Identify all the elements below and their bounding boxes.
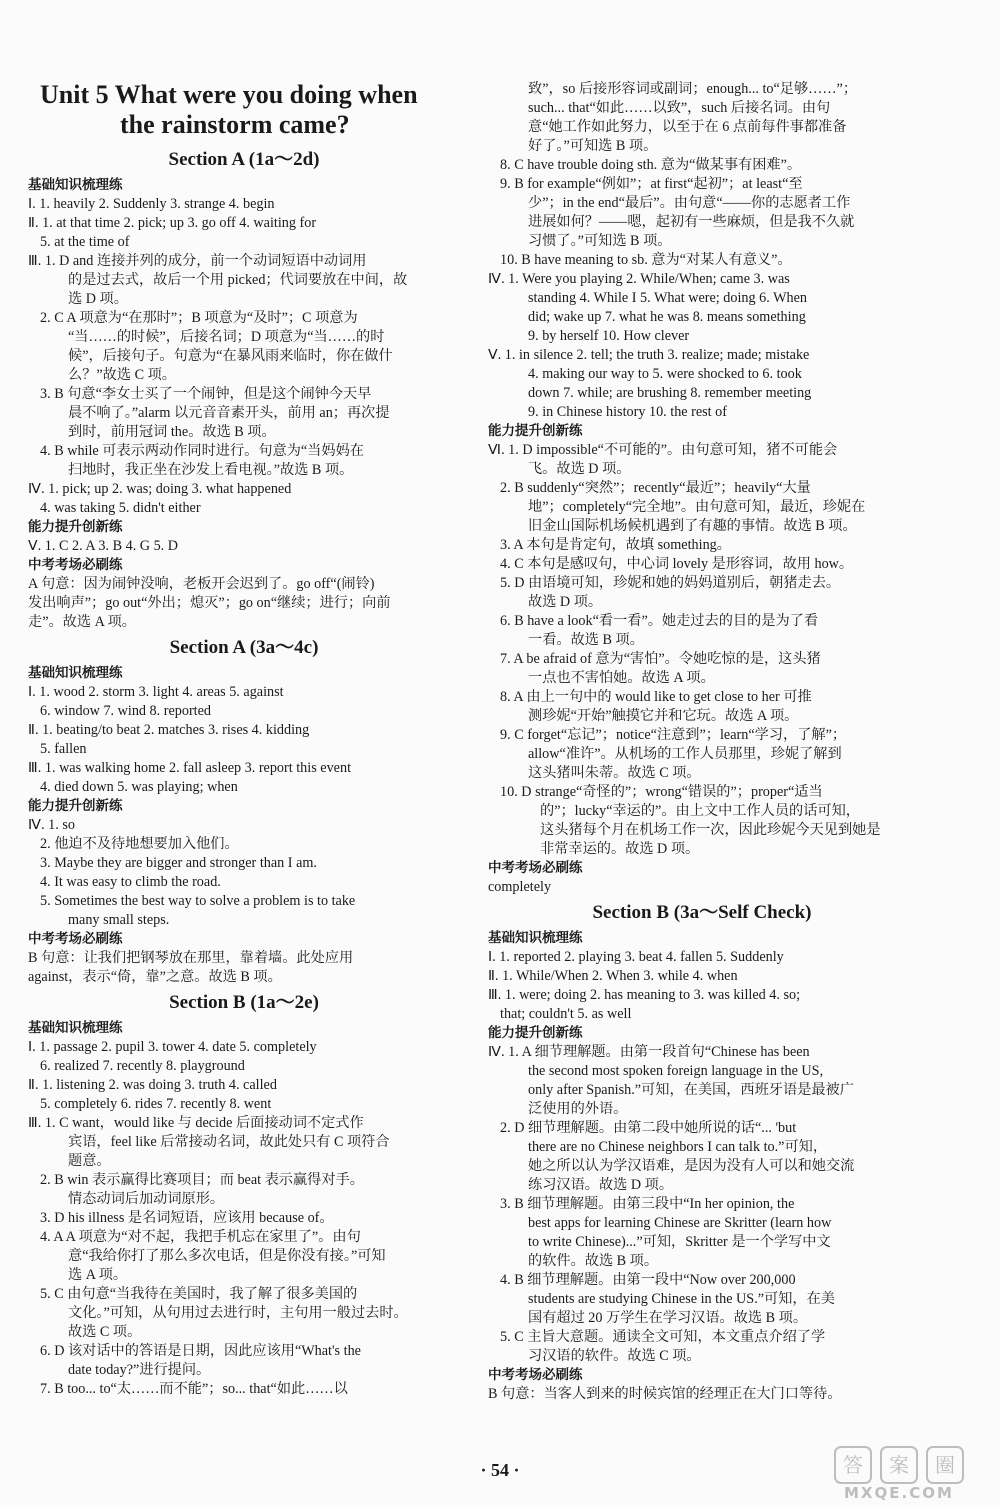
answer-line: 5. C 由句意“当我待在美国时，我了解了很多美国的 (40, 1286, 358, 1302)
answer-line: Ⅰ. 1. passage 2. pupil 3. tower 4. date 5. completely (28, 1039, 317, 1055)
answer-line: did; wake up 7. what he was 8. means something (528, 309, 806, 325)
answer-line: to write Chinese)...”可知，Skritter 是一个学写中文 (528, 1234, 831, 1250)
answer-line: 习汉语的软件。故选 C 项。 (528, 1348, 701, 1364)
answer-line: 10. D strange“奇怪的”；wrong“错误的”；proper“适当 (500, 784, 823, 800)
answer-line: 4. C 本句是感叹句，中心词 lovely 是形容词，故用 how。 (500, 556, 854, 572)
answer-line: against，表示“倚，靠”之意。故选 B 项。 (28, 969, 282, 985)
answer-line: 宾语，feel like 后常接动名词，故此处只有 C 项符合 (68, 1134, 390, 1150)
answer-line: only after Spanish.”可知，在美国，西班牙语是最被广 (528, 1082, 854, 1098)
answer-line: 非常幸运的。故选 D 项。 (540, 841, 700, 857)
answer-line: best apps for learning Chinese are Skritter (learn how (528, 1215, 832, 1231)
answer-line: A 句意：因为闹钟没响，老板开会迟到了。go off“(闹铃) (28, 576, 375, 592)
answer-line: 2. C A 项意为“在那时”；B 项意为“及时”；C 项意为 (40, 310, 358, 326)
answer-line: “当……的时候”，后接名词；D 项意为“当……的时 (68, 329, 385, 345)
answer-line: 她之所以认为学汉语难，是因为没有人可以和她交流 (528, 1158, 855, 1174)
answer-line: 6. B have a look“看一看”。她走过去的目的是为了看 (500, 613, 819, 629)
answer-line: that; couldn't 5. as well (500, 1006, 632, 1022)
answer-line: 5. completely 6. rides 7. recently 8. went (40, 1096, 272, 1112)
answer-line: 的软件。故选 B 项。 (528, 1253, 659, 1269)
answer-line: 2. 他迫不及待地想要加入他们。 (40, 836, 239, 852)
answer-line: students are studying Chinese in the US.”可知，在美 (528, 1291, 835, 1307)
answer-line: 走”。故选 A 项。 (28, 614, 136, 630)
answer-line: 5. fallen (40, 741, 87, 757)
answer-line: 故选 C 项。 (68, 1324, 142, 1340)
answer-line: Ⅰ. 1. wood 2. storm 3. light 4. areas 5. against (28, 684, 284, 700)
answer-line: 9. by herself 10. How clever (528, 328, 690, 344)
answer-line: Ⅲ. 1. D and 连接并列的成分，前一个动词短语中动词用 (28, 253, 367, 269)
answer-line: allow“准许”。从机场的工作人员那里，珍妮了解到 (528, 746, 842, 762)
answer-line: 7. B too... to“太……而不能”；so... that“如此……以 (40, 1381, 348, 1397)
answer-line: 4. B 细节理解题。由第一段中“Now over 200,000 (500, 1272, 796, 1288)
answer-line: 4. A A 项意为“对不起，我把手机忘在家里了”。由句 (40, 1229, 361, 1245)
answer-line: 2. D 细节理解题。由第二段中她所说的话“... 'but (500, 1120, 797, 1136)
answer-line: 6. window 7. wind 8. reported (40, 703, 212, 719)
answer-line: 8. C have trouble doing sth. 意为“做某事有困难”。 (500, 157, 802, 173)
answer-line: 选 A 项。 (68, 1267, 128, 1283)
watermark-site: MXQE.COM (844, 1484, 954, 1502)
answer-line: 4. making our way to 5. were shocked to 6. took (528, 366, 802, 382)
answer-line: 3. D his illness 是名词短语，应该用 because of。 (40, 1210, 334, 1226)
answer-line: 故选 D 项。 (528, 594, 603, 610)
answer-line: 4. was taking 5. didn't either (40, 500, 201, 516)
answer-line: there are no Chinese neighbors I can talk to.”可知， (528, 1139, 828, 1155)
answer-line: 意“我给你打了那么多次电话，但是你没有接。”可知 (68, 1248, 386, 1264)
subsection-heading: 基础知识梳理练 (28, 177, 123, 193)
answer-line: 的是过去式，故后一个用 picked；代词要放在中间，故 (68, 272, 408, 288)
answer-line: 文化。”可知，从句用过去进行时，主句用一般过去时。 (68, 1305, 408, 1321)
answer-line: Ⅳ. 1. so (28, 817, 75, 833)
answer-line: 9. in Chinese history 10. the rest of (528, 404, 727, 420)
subsection-heading: 能力提升创新练 (488, 1025, 583, 1041)
answer-line: Ⅰ. 1. reported 2. playing 3. beat 4. fallen 5. Suddenly (488, 949, 784, 965)
answer-line: 旧金山国际机场候机遇到了有趣的事情。故选 B 项。 (528, 518, 857, 534)
answer-line: 一看。故选 B 项。 (528, 632, 644, 648)
answer-line: 的”；lucky“幸运的”。由上文中工作人员的话可知， (540, 803, 860, 819)
answer-line: 泛使用的外语。 (528, 1101, 628, 1117)
answer-line: Ⅲ. 1. C want，would like 与 decide 后面接动词不定式作 (28, 1115, 364, 1131)
answer-line: 习惯了。”可知选 B 项。 (528, 233, 672, 249)
answer-line: 这头猪叫朱蒂。故选 C 项。 (528, 765, 701, 781)
answer-line: 7. A be afraid of 意为“害怕”。令她吃惊的是，这头猪 (500, 651, 821, 667)
answer-line: 5. Sometimes the best way to solve a problem is to take (40, 893, 356, 909)
answer-line: 5. D 由语境可知，珍妮和她的妈妈道别后，朝猪走去。 (500, 575, 841, 591)
unit-title (40, 80, 460, 140)
answer-line: 情态动词后加动词原形。 (68, 1191, 225, 1207)
answer-line: 么？”故选 C 项。 (68, 367, 176, 383)
answer-line: 3. B 细节理解题。由第三段中“In her opinion, the (500, 1196, 795, 1212)
answer-line: 4. B while 可表示两动作同时进行。句意为“当妈妈在 (40, 443, 364, 459)
answer-line: 候”，后接句子。句意为“在暴风雨来临时，你在做什 (68, 348, 393, 364)
answer-line: 2. B suddenly“突然”；recently“最近”；heavily“大量 (500, 480, 811, 496)
answer-line: 国有超过 20 万学生在学习汉语。故选 B 项。 (528, 1310, 808, 1326)
answer-line: 6. D 该对话中的答语是日期，因此应该用“What's the (40, 1343, 361, 1359)
answer-line: 扫地时，我正坐在沙发上看电视。”故选 B 项。 (68, 462, 354, 478)
answer-line: 8. A 由上一句中的 would like to get close to her 可推 (500, 689, 812, 705)
unit-title-line1: Unit 5 What were you doing when (40, 80, 418, 109)
unit-title-line2: the rainstorm came? (120, 110, 350, 139)
answer-line: 4. died down 5. was playing; when (40, 779, 238, 795)
answer-line: 发出响声”；go out“外出；熄灭”；go on“继续；进行；向前 (28, 595, 391, 611)
answer-line: Ⅱ. 1. at that time 2. pick; up 3. go off 4. waiting for (28, 215, 317, 231)
answer-line: B 句意：当客人到来的时候宾馆的经理正在大门口等待。 (488, 1386, 842, 1402)
answer-line: 9. B for example“例如”；at first“起初”；at least“至 (500, 176, 803, 192)
answer-line: many small steps. (68, 912, 170, 928)
answer-line: 9. C forget“忘记”；notice“注意到”；learn“学习，了解”； (500, 727, 847, 743)
answer-line: 选 D 项。 (68, 291, 128, 307)
subsection-heading: 能力提升创新练 (488, 423, 583, 439)
answer-line: Ⅳ. 1. A 细节理解题。由第一段首句“Chinese has been (488, 1044, 810, 1060)
subsection-heading: 基础知识梳理练 (28, 665, 123, 681)
answer-line: 一点也不害怕她。故选 A 项。 (528, 670, 715, 686)
subsection-heading: 基础知识梳理练 (28, 1020, 123, 1036)
section-heading: Section B (3a～Self Check) (592, 902, 812, 923)
watermark-box-3: 圈 (926, 1446, 964, 1484)
answer-line: 练习汉语。故选 D 项。 (528, 1177, 674, 1193)
answer-line: 地”；completely“完全地”。由句意可知，最近，珍妮在 (528, 499, 866, 515)
answer-line: Ⅴ. 1. C 2. A 3. B 4. G 5. D (28, 538, 179, 554)
answer-line: 10. B have meaning to sb. 意为“对某人有意义”。 (500, 252, 792, 268)
answer-line: B 句意：让我们把钢琴放在那里，靠着墙。此处应用 (28, 950, 354, 966)
answer-line: 好了。”可知选 B 项。 (528, 138, 658, 154)
answer-line: 少”；in the end“最后”。由句意“——你的志愿者工作 (528, 195, 851, 211)
answer-line: Ⅲ. 1. was walking home 2. fall asleep 3. report this event (28, 760, 352, 776)
answer-line: 这头猪每个月在机场工作一次，因此珍妮今天见到她是 (540, 822, 881, 838)
answer-line: 3. B 句意“李女士买了一个闹钟，但是这个闹钟今天早 (40, 386, 372, 402)
answer-line: 晨不响了。”alarm 以元音音素开头，前用 an；再次提 (68, 405, 390, 421)
subsection-heading: 中考考场必刷练 (28, 931, 123, 947)
answer-line: Ⅱ. 1. While/When 2. When 3. while 4. when (488, 968, 738, 984)
answer-line: 致”，so 后接形容词或副词；enough... to“足够……”； (528, 81, 858, 97)
answer-line: 2. B win 表示赢得比赛项目；而 beat 表示赢得对手。 (40, 1172, 364, 1188)
answer-line: 4. It was easy to climb the road. (40, 874, 221, 890)
section-heading: Section A (1a～2d) (168, 149, 320, 170)
answer-line: Ⅳ. 1. pick; up 2. was; doing 3. what happened (28, 481, 292, 497)
answer-line: date today?”进行提问。 (68, 1362, 211, 1378)
right-column (488, 80, 916, 1404)
answer-line: down 7. while; are brushing 8. remember meeting (528, 385, 812, 401)
subsection-heading: 能力提升创新练 (28, 519, 123, 535)
answer-line: Ⅱ. 1. listening 2. was doing 3. truth 4. called (28, 1077, 277, 1093)
answer-line: the second most spoken foreign language in the US, (528, 1063, 824, 1079)
answer-line: 5. at the time of (40, 234, 130, 250)
answer-line: Ⅳ. 1. Were you playing 2. While/When; came 3. was (488, 271, 790, 287)
answer-line: Ⅱ. 1. beating/to beat 2. matches 3. rises 4. kidding (28, 722, 310, 738)
subsection-heading: 中考考场必刷练 (488, 1367, 583, 1383)
answer-line: standing 4. While I 5. What were; doing 6. When (528, 290, 807, 306)
answer-line: 5. C 主旨大意题。通读全文可知，本文重点介绍了学 (500, 1329, 826, 1345)
subsection-heading: 能力提升创新练 (28, 798, 123, 814)
answer-line: 6. realized 7. recently 8. playground (40, 1058, 245, 1074)
answer-line: 题意。 (68, 1153, 111, 1169)
watermark-box-1: 答 (834, 1446, 872, 1484)
answer-line: 意“她工作如此努力，以至于在 6 点前每件事都准备 (528, 119, 847, 135)
answer-line: Ⅰ. 1. heavily 2. Suddenly 3. strange 4. begin (28, 196, 275, 212)
answer-line: 3. A 本句是肯定句，故填 something。 (500, 537, 731, 553)
answer-line: such... that“如此……以致”，such 后接名词。由句 (528, 100, 831, 116)
answer-line: 飞。故选 D 项。 (528, 461, 631, 477)
subsection-heading: 中考考场必刷练 (28, 557, 123, 573)
answer-line: 进展如何？——嗯，起初有一些麻烦，但是我不久就 (528, 214, 855, 230)
answer-line: 到时，前用冠词 the。故选 B 项。 (68, 424, 276, 440)
page-number: · 54 · (480, 1460, 520, 1480)
subsection-heading: 中考考场必刷练 (488, 860, 583, 876)
section-heading: Section A (3a～4c) (169, 637, 319, 658)
section-heading: Section B (1a～2e) (169, 992, 319, 1013)
answer-line: Ⅵ. 1. D impossible“不可能的”。由句意可知，猪不可能会 (488, 442, 838, 458)
left-column (28, 144, 460, 1399)
answer-line: 测珍妮“开始”触摸它并和它玩。故选 A 项。 (528, 708, 799, 724)
answer-line: Ⅲ. 1. were; doing 2. has meaning to 3. was killed 4. so; (488, 987, 801, 1003)
watermark-logo (830, 1440, 980, 1506)
answer-line: 3. Maybe they are bigger and stronger than I am. (40, 855, 317, 871)
watermark-box-2: 案 (880, 1446, 918, 1484)
subsection-heading: 基础知识梳理练 (488, 930, 583, 946)
answer-line: Ⅴ. 1. in silence 2. tell; the truth 3. realize; made; mistake (488, 347, 810, 363)
answer-line: completely (488, 879, 552, 895)
